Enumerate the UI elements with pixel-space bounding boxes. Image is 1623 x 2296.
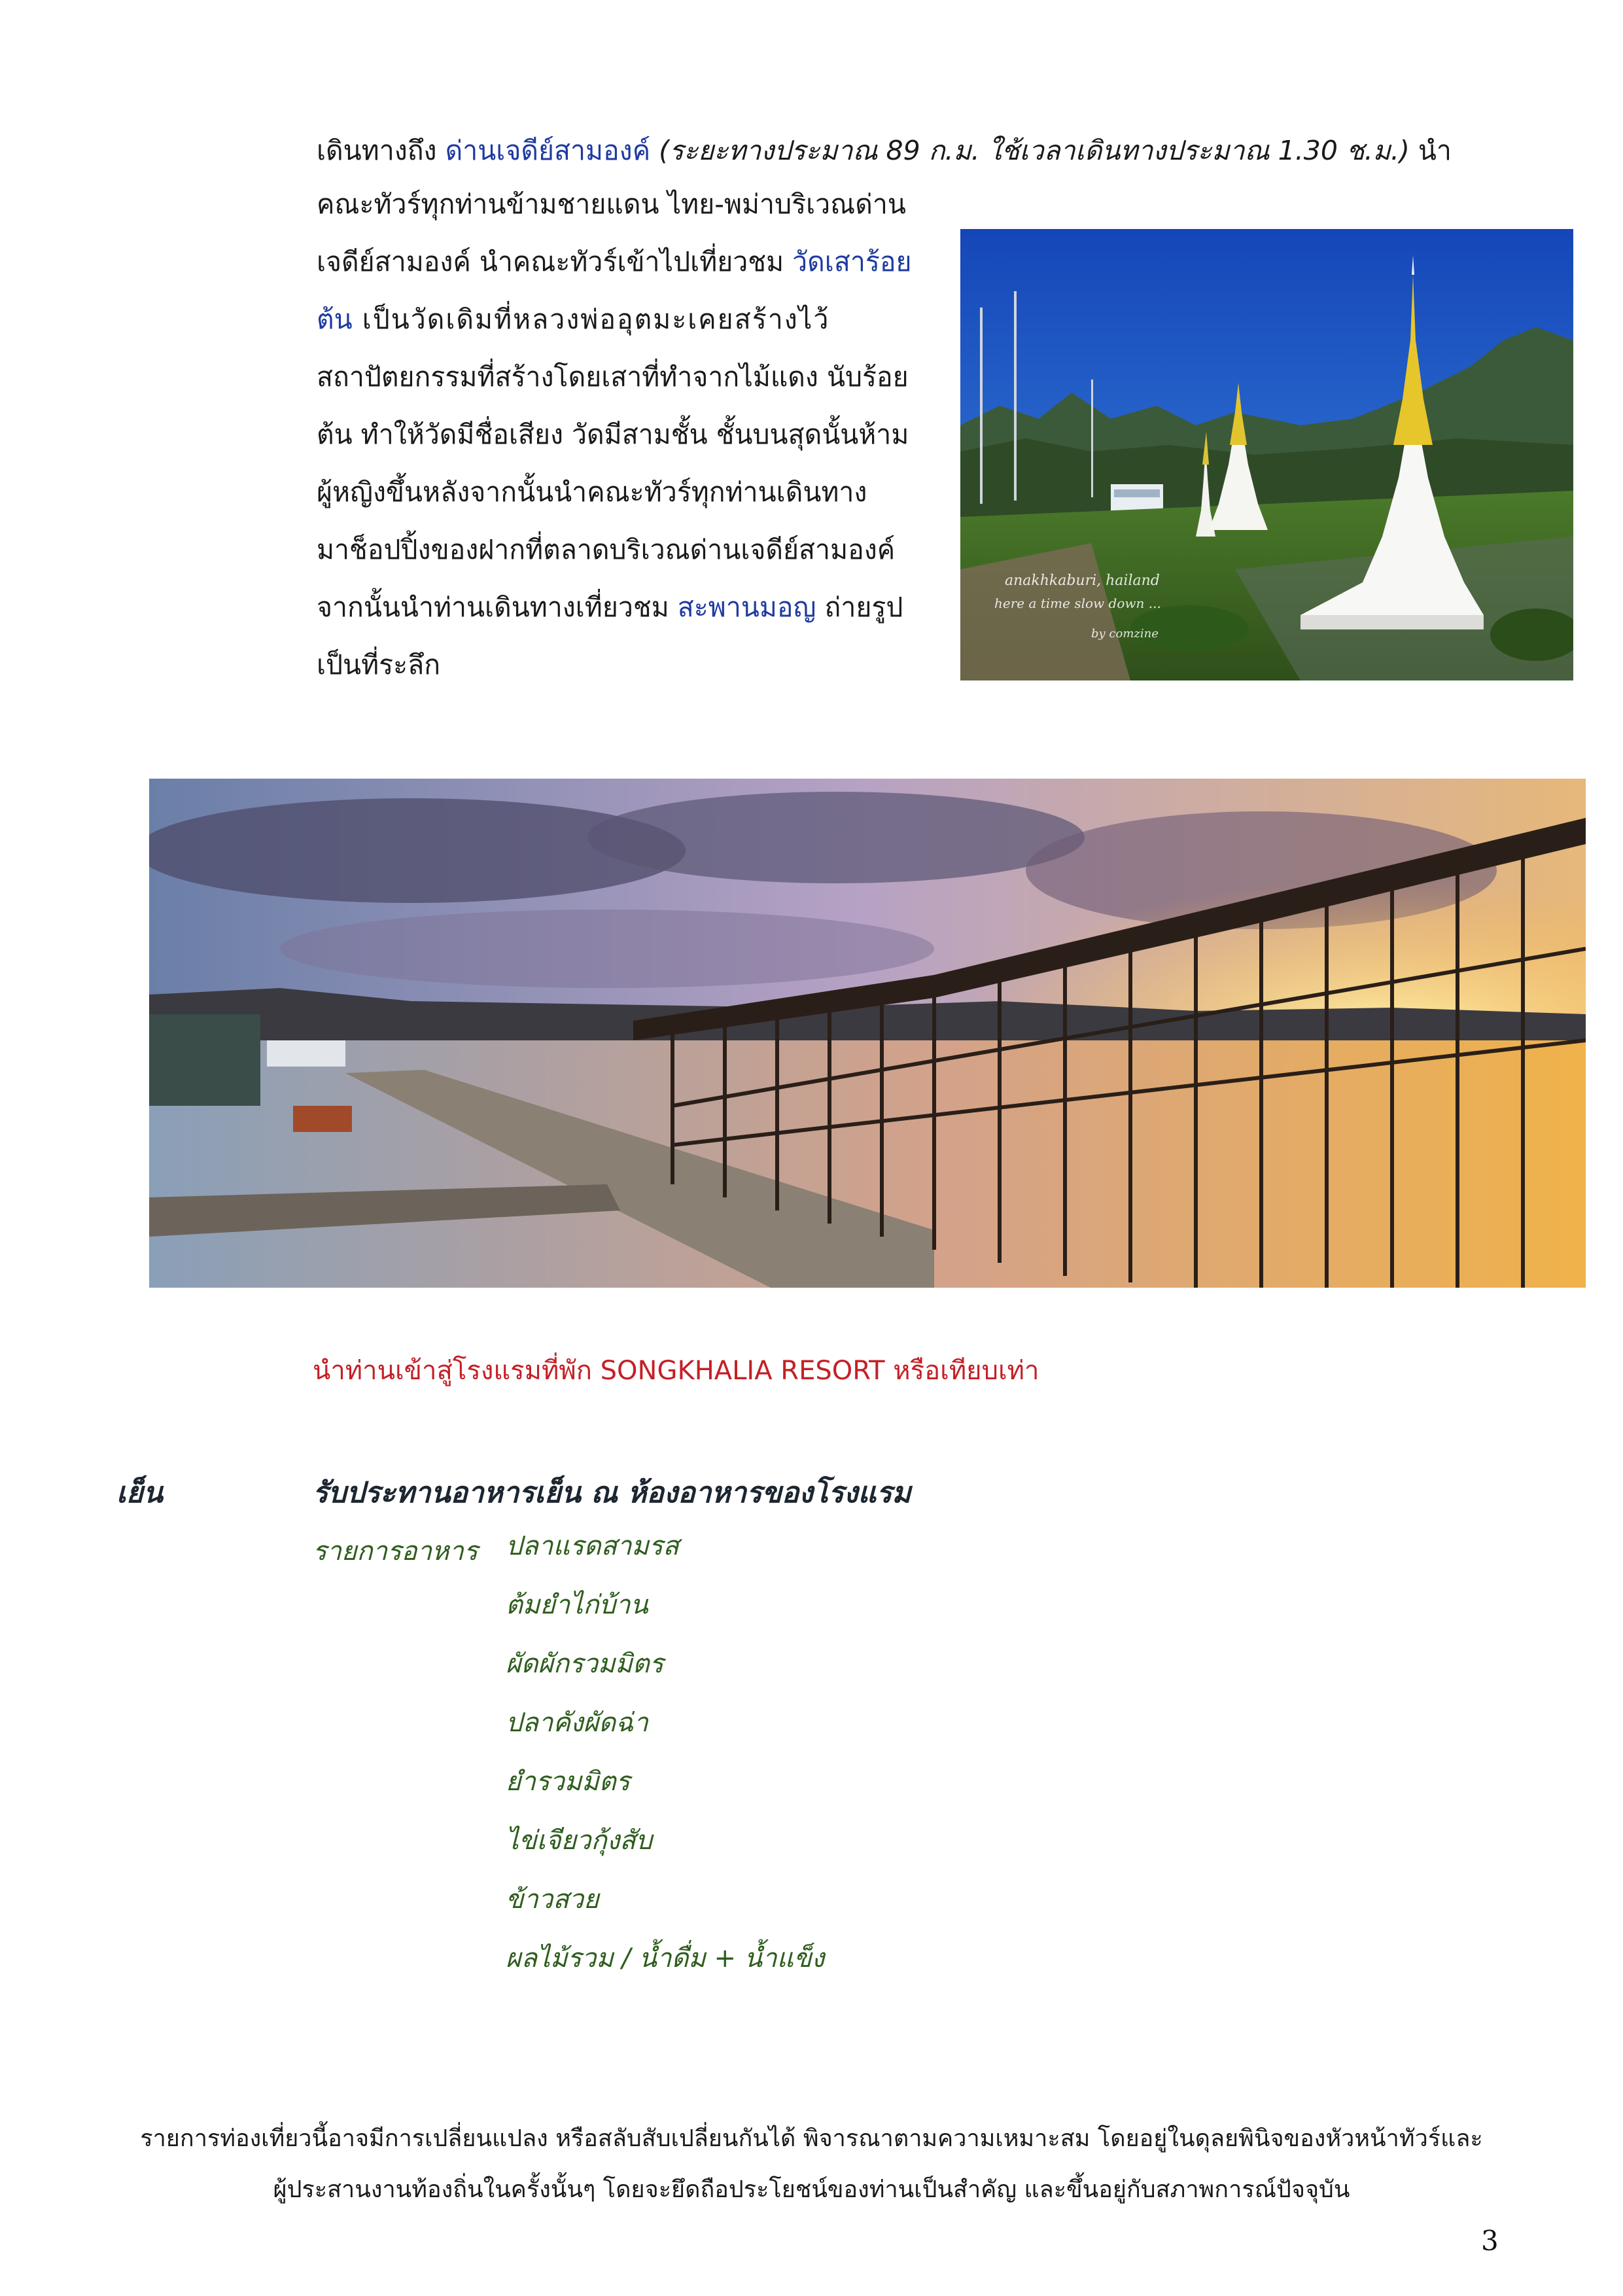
menu-item: ปลาคังผัดฉ่า bbox=[506, 1708, 648, 1738]
body-line bbox=[317, 578, 912, 636]
menu-label: รายการอาหาร bbox=[313, 1536, 478, 1566]
menu-item: ปลาแรดสามรส bbox=[506, 1531, 679, 1561]
menu-item: ยำรวมมิตร bbox=[506, 1767, 631, 1797]
three-pagodas-illustration bbox=[960, 229, 1573, 680]
body-line bbox=[317, 233, 912, 291]
body-text: เจดีย์สามองค์ นำคณะทัวร์เข้าไปเที่ยวชม bbox=[317, 246, 793, 277]
link-wat-sao-roi-ton[interactable]: วัดเสาร้อย bbox=[792, 246, 912, 277]
intro-prefix: เดินทางถึง bbox=[317, 135, 445, 166]
menu-item: ผลไม้รวม / น้ำดื่ม + น้ำแข็ง bbox=[506, 1943, 825, 1973]
menu-item: ข้าวสวย bbox=[506, 1884, 599, 1915]
body-line bbox=[317, 636, 912, 694]
three-pagodas-photo bbox=[960, 229, 1573, 680]
mon-bridge-photo bbox=[149, 779, 1586, 1288]
body-text: เป็นวัดเดิมที่หลวงพ่ออุตมะเคยสร้างไว้ bbox=[352, 304, 830, 335]
link-three-pagodas-checkpoint[interactable]: ด่านเจดีย์สามองค์ bbox=[445, 135, 651, 166]
body-line bbox=[317, 521, 912, 578]
menu-item: ไข่เจียวกุ้งสับ bbox=[506, 1826, 653, 1856]
menu-item: ต้มยำไก่บ้าน bbox=[506, 1590, 648, 1620]
intro-line bbox=[317, 122, 1452, 179]
body-text: ผู้หญิงขึ้นหลังจากนั้นนำคณะทัวร์ทุกท่านเดินทาง bbox=[317, 476, 867, 508]
menu-list bbox=[506, 1530, 824, 2001]
body-text: สถาปัตยกรรมที่สร้างโดยเสาที่ทำจากไม้แดง นับร้อย bbox=[317, 361, 909, 393]
body-text: ต้น ทำให้วัดมีชื่อเสียง วัดมีสามชั้น ชั้นบนสุดนั้นห้าม bbox=[317, 419, 909, 450]
footer-line: รายการท่องเที่ยวนี้อาจมีการเปลี่ยนแปลง หรือสลับสับเปลี่ยนกันได้ พิจารณาตามความเหมาะสม โดยอยู่ในดุลยพินิจของหัวหน้าทัวร์และ bbox=[140, 2125, 1483, 2152]
menu-item: ผัดผักรวมมิตร bbox=[506, 1649, 664, 1679]
dinner-time-label: เย็น bbox=[116, 1476, 163, 1510]
body-text: คณะทัวร์ทุกท่านข้ามชายแดน ไทย-พม่าบริเวณด่าน bbox=[317, 188, 906, 220]
mon-bridge-illustration bbox=[149, 779, 1586, 1288]
photo-watermark-line: anakhkaburi, hailand bbox=[1005, 573, 1160, 589]
body-text: ถ่ายรูป bbox=[816, 592, 903, 623]
body-line bbox=[317, 348, 912, 406]
body-text: จากนั้นนำท่านเดินทางเที่ยวชม bbox=[317, 592, 678, 623]
body-text: เป็นที่ระลึก bbox=[317, 649, 441, 680]
dinner-title: รับประทานอาหารเย็น ณ ห้องอาหารของโรงแรม bbox=[313, 1476, 911, 1510]
body-text: มาช็อปปิ้งของฝากที่ตลาดบริเวณด่านเจดีย์สามองค์ bbox=[317, 534, 896, 565]
photo-watermark-line: by comzine bbox=[1091, 627, 1159, 641]
body-line bbox=[317, 175, 912, 233]
page-number: 3 bbox=[1481, 2225, 1499, 2257]
hotel-checkin-text: นำท่านเข้าสู่โรงแรมที่พัก SONGKHALIA RESORT หรือเทียบเท่า bbox=[313, 1356, 1039, 1386]
intro-suffix: นำ bbox=[1409, 135, 1452, 166]
photo-watermark-line: here a time slow down ... bbox=[994, 595, 1161, 611]
footer-disclaimer bbox=[79, 2113, 1544, 2216]
footer-line: ผู้ประสานงานท้องถิ่นในครั้งนั้นๆ โดยจะยึดถือประโยชน์ของท่านเป็นสำคัญ และขึ้นอยู่กับสภาพการณ์ปัจจุบัน bbox=[273, 2176, 1350, 2203]
link-mon-bridge[interactable]: สะพานมอญ bbox=[677, 592, 816, 623]
body-line bbox=[317, 406, 912, 463]
body-paragraph bbox=[317, 175, 912, 694]
body-line bbox=[317, 291, 912, 348]
link-wat-sao-roi-ton-cont[interactable]: ต้น bbox=[317, 304, 353, 335]
body-line bbox=[317, 463, 912, 521]
intro-distance: (ระยะทางประมาณ 89 ก.ม. ใช้เวลาเดินทางประมาณ 1.30 ช.ม.) bbox=[650, 135, 1410, 166]
